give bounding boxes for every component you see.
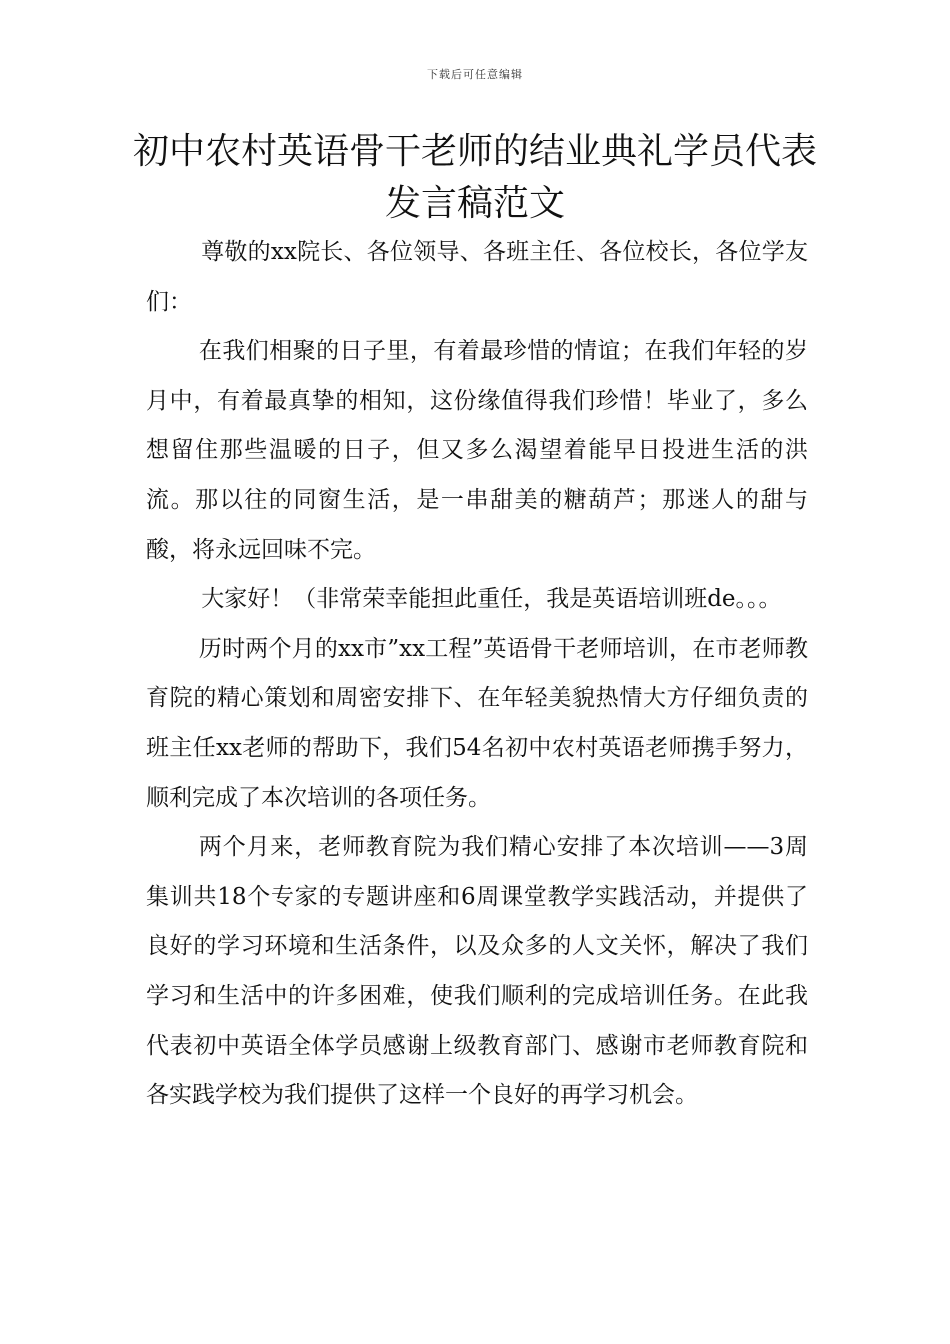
paragraph-opening: 在我们相聚的日子里，有着最珍惜的情谊；在我们年轻的岁月中，有着最真挚的相知，这份缘值得我们珍惜！毕业了，多么想留住那些温暖的日子，但又多么渴望着能早日投进生活的洪流。那以往的同窗生活，是一串甜美的糖葫芦；那迷人的甜与酸，将永远回味不完。 bbox=[146, 338, 808, 563]
paragraph-greeting: 大家好！（非常荣幸能担此重任，我是英语培训班de。。。 bbox=[201, 586, 782, 613]
document-title: 初中农村英语骨干老师的结业典礼学员代表发言稿范文 bbox=[132, 131, 817, 224]
paragraph-training-summary: 历时两个月的xx市”xx工程”英语骨干老师培训，在市老师教育院的精心策划和周密安排下、在年轻美貌热情大方仔细负责的班主任xx老师的帮助下，我们54名初中农村英语老师携手努力，顺利完成了本次培训的各项任务。 bbox=[146, 635, 808, 811]
header-note: 下载后可任意编辑 bbox=[427, 68, 523, 81]
document-body bbox=[146, 228, 808, 1121]
paragraph-thanks: 两个月来，老师教育院为我们精心安排了本次培训——3周集训共18个专家的专题讲座和6周课堂教学实践活动，并提供了良好的学习环境和生活条件，以及众多的人文关怀，解决了我们学习和生活中的许多困难，使我们顺利的完成培训任务。在此我代表初中英语全体学员感谢上级教育部门、感谢市老师教育院和各实践学校为我们提供了这样一个良好的再学习机会。 bbox=[146, 834, 808, 1109]
paragraph-salutation: 尊敬的xx院长、各位领导、各班主任、各位校长，各位学友们： bbox=[146, 239, 808, 315]
